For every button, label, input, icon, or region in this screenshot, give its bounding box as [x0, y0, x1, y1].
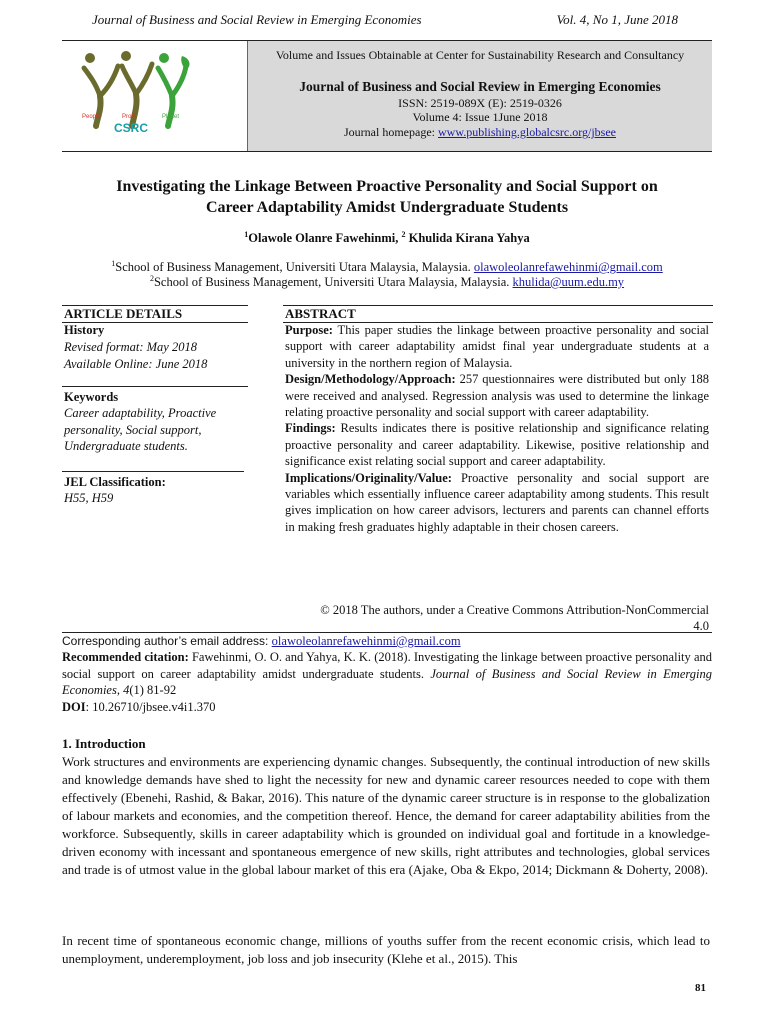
- doi-line: [62, 699, 712, 715]
- masthead-volume-issue: Volume 4: Issue 1June 2018: [412, 110, 548, 124]
- author1-sup: 1: [244, 230, 249, 239]
- author2: Khulida Kirana Yahya: [405, 231, 530, 246]
- abstract-body: [285, 322, 709, 535]
- intro-paragraph-2-text: In recent time of spontaneous economic change, millions of youths suffer from the recent economic crisis, which lead to unemployment, underemployment, job loss and job insecurity (Klehe et al., 2015). This: [62, 933, 710, 966]
- paper-title: [62, 176, 712, 218]
- implications-text: Proactive personality and social support are variables which essentially influence career adaptability among students. This result gives implication on how career advisors, lecturers and parents can channel efforts in making fresh graduates highly adaptable in their chosen careers.: [285, 470, 709, 534]
- abstract-purpose: [285, 322, 709, 371]
- jel-label: JEL Classification:: [64, 475, 166, 489]
- method-text: 257 questionnaires were distributed but only 188 were received and analysed. Regression analysis was used to determine the linkage relating proactive personality and social support with career adaptability.: [285, 372, 709, 420]
- article-details-heading: ARTICLE DETAILS: [64, 306, 183, 321]
- running-header-volume: Vol. 4, No 1, June 2018: [556, 12, 678, 27]
- homepage-label: Journal homepage:: [344, 125, 438, 139]
- affiliation-1: [62, 259, 712, 275]
- findings-label: Findings:: [285, 421, 336, 436]
- keywords-list: Career adaptability, Proactive personality, Social support, Undergraduate students.: [64, 406, 217, 453]
- purpose-label: Purpose:: [285, 323, 333, 337]
- citation-text: Fawehinmi, O. O. and Yahya, K. K. (2018). Investigating the linkage between proactive personality and social support on career adaptability amidst undergraduate students.: [62, 650, 712, 681]
- keywords-label: Keywords: [64, 390, 119, 404]
- title-line-1: Investigating the Linkage Between Proactive Personality and Social Support on: [116, 178, 658, 195]
- jel-rule: [62, 471, 244, 472]
- affiliation-2-email[interactable]: khulida@uum.edu.my: [512, 275, 625, 290]
- homepage-link[interactable]: www.publishing.globalcsrc.org/jbsee: [438, 125, 616, 139]
- corresponding-email[interactable]: olawoleolanrefawehinmi@gmail.com: [271, 634, 461, 648]
- logo-label-planet: Planet: [162, 114, 180, 120]
- revised-date: Revised format: May 2018: [64, 340, 197, 354]
- doi-label: DOI: [62, 699, 86, 714]
- affiliation-1-email[interactable]: olawoleolanrefawehinmi@gmail.com: [473, 260, 663, 275]
- logo-label-profit: Profit: [122, 114, 137, 120]
- masthead-homepage: [248, 125, 712, 140]
- affiliation-1-text: School of Business Management, Universiti Utara Malaysia, Malaysia.: [115, 260, 474, 275]
- corresponding-author: [62, 633, 712, 649]
- affiliation-2: [62, 274, 712, 290]
- title-line-2: Career Adaptability Amidst Undergraduate Students: [205, 199, 569, 216]
- correspondence-block: [62, 633, 712, 715]
- author2-sup: 2: [401, 230, 406, 239]
- introduction-heading: 1. Introduction: [62, 736, 146, 751]
- intro-paragraph-1-text: Work structures and environments are experiencing dynamic changes. Subsequently, the continual introduction of new skills and knowledge demands have shed to light the necessity for new and dynamic career resources needed to cope with them effectively (Ebenehi, Rashid, & Bakar, 2016). This nature of the dynamic career structure is in response to the globalization of labour markets and economies, and the competition thereof. Hence, the demand for career adaptability abilities from the workforce. Subsequently, skills in career adaptability which is grounded on individual goal and fortitude in a knowledge-driven economy with incessant and spontaneous emergence of new skills, right attributes and technologies, global services and trade is of utmost value in the global labour market of this era (Ajake, Oba & Ekpo, 2014; Dickmann & Doherty, 2008).: [62, 754, 710, 877]
- affiliation-2-sup: 2: [149, 274, 154, 283]
- logo-label-people: People: [82, 114, 101, 120]
- implications-label: Implications/Originality/Value:: [285, 470, 452, 485]
- author1: Olawole Olanre Fawehinmi,: [248, 231, 402, 246]
- abstract-implications: [285, 470, 709, 536]
- intro-paragraph-2: [62, 932, 710, 968]
- findings-text: Results indicates there is positive relationship and significance relating proactive personality and career adaptability. Likewise, positive relationship and significance exist relating social support and career adaptability.: [285, 421, 709, 469]
- masthead-issn: ISSN: 2519-089X (E): 2519-0326: [398, 96, 562, 110]
- citation-pages: (1) 81-92: [129, 683, 177, 698]
- masthead-top-rule: [62, 40, 712, 41]
- citation-label: Recommended citation:: [62, 650, 189, 665]
- corresponding-label: Corresponding author’s email address:: [62, 634, 272, 648]
- running-header-journal: Journal of Business and Social Review in Emerging Economies: [92, 12, 422, 27]
- abstract-findings: [285, 420, 709, 469]
- history-label: History: [64, 323, 105, 337]
- masthead-journal-title: Journal of Business and Social Review in Emerging Economies: [299, 79, 661, 94]
- affiliation-1-sup: 1: [111, 259, 116, 268]
- logo-acronym: CSRC: [114, 121, 149, 135]
- intro-paragraph-1: [62, 753, 710, 879]
- keywords-rule: [62, 386, 248, 387]
- authors: [62, 230, 712, 246]
- abstract-heading: ABSTRACT: [285, 306, 356, 321]
- method-label: Design/Methodology/Approach:: [285, 372, 456, 387]
- masthead-obtainable: Volume and Issues Obtainable at Center for Sustainability Research and Consultancy: [275, 48, 685, 62]
- csrc-logo: [78, 48, 194, 140]
- citation-journal: Journal of Business and Social Review in Emerging Economies, 4: [62, 666, 712, 698]
- available-date: Available Online: June 2018: [64, 357, 208, 371]
- purpose-text: This paper studies the linkage between proactive personality and social support with career adaptability amidst final year undergraduate students at a university in the northern region of Malaysia.: [285, 323, 709, 370]
- jel-codes: H55, H59: [64, 491, 114, 505]
- masthead-bottom-rule: [62, 151, 712, 152]
- page-number: 81: [695, 982, 706, 994]
- doi-value: : 10.26710/jbsee.v4i1.370: [85, 699, 216, 714]
- copyright-notice: © 2018 The authors, under a Creative Commons Attribution-NonCommercial 4.0: [320, 603, 709, 634]
- affiliation-2-text: School of Business Management, Universiti Utara Malaysia, Malaysia.: [153, 275, 513, 290]
- recommended-citation: [62, 649, 712, 698]
- abstract-method: [285, 371, 709, 420]
